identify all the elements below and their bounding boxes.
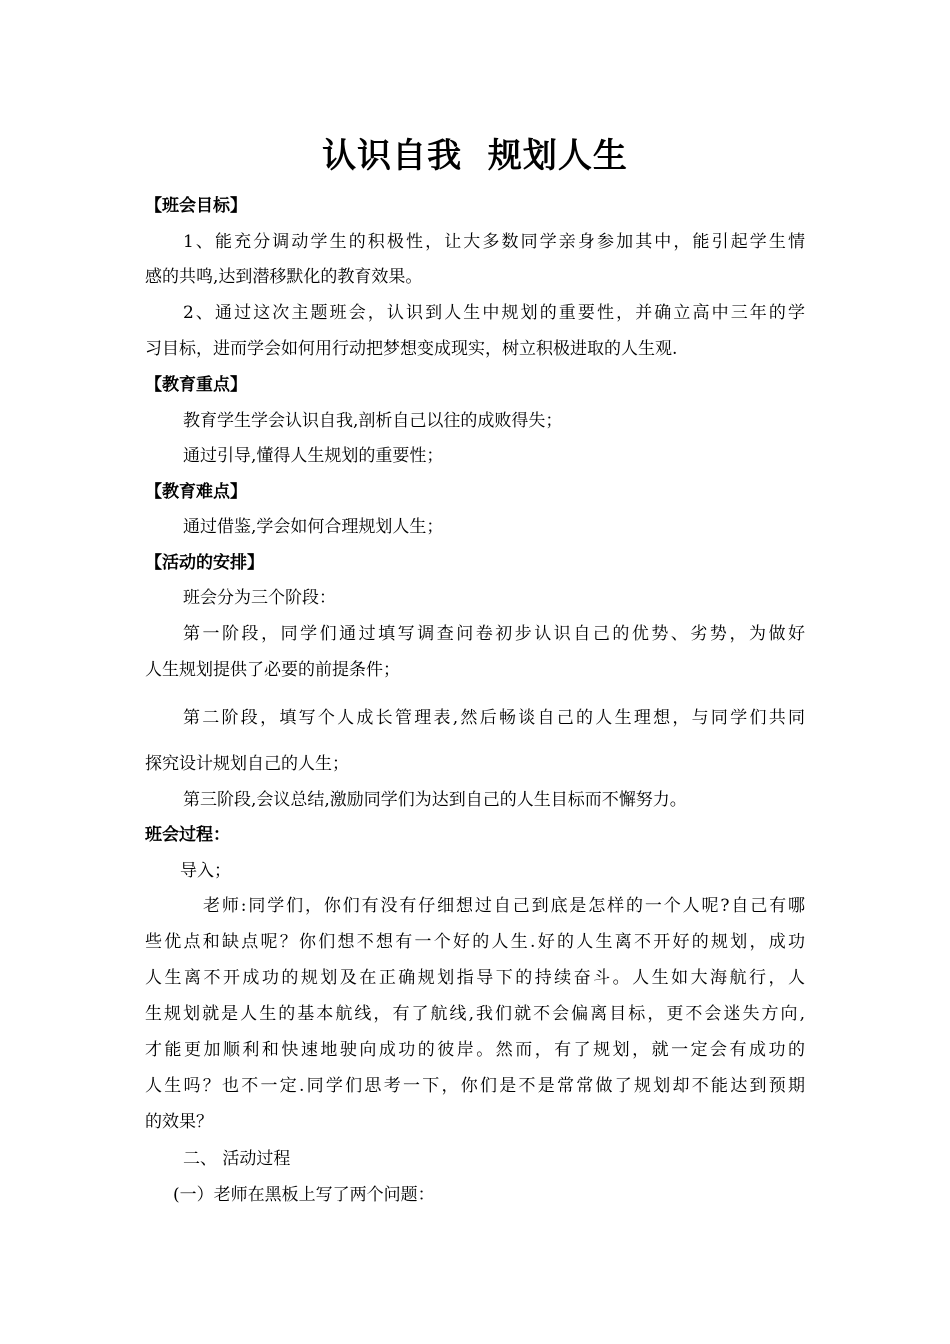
focus-item-2: 通过引导,懂得人生规划的重要性； [183, 446, 444, 466]
focus-heading: 【教育重点】 [145, 375, 247, 395]
page-title: 认识自我 规划人生 [322, 136, 628, 176]
teacher-line-6: 人生吗？也不一定.同学们思考一下，你们是不是常常做了规划却不能达到预期 [145, 1076, 805, 1096]
goal-2-line-2: 习目标，进而学会如何用行动把梦想变成现实，树立积极进取的人生观. [145, 339, 678, 359]
difficulty-heading: 【教育难点】 [145, 482, 247, 502]
teacher-line-7: 的效果？ [145, 1112, 213, 1132]
teacher-line-4: 生规划就是人生的基本航线，有了航线,我们就不会偏离目标，更不会迷失方向, [145, 1004, 805, 1024]
arrangement-stage-2-line-2: 探究设计规划自己的人生； [145, 754, 349, 774]
process-heading: 班会过程： [145, 825, 230, 845]
focus-item-1: 教育学生学会认识自我,剖析自己以往的成败得失； [183, 411, 563, 431]
goal-1-line-2: 感的共鸣,达到潜移默化的教育效果。 [145, 267, 423, 287]
goals-heading: 【班会目标】 [145, 196, 247, 216]
part-two-subheading: (一）老师在黑板上写了两个问题： [173, 1185, 435, 1205]
goal-2-line-1: 2、通过这次主题班会，认识到人生中规划的重要性，并确立高中三年的学 [183, 303, 805, 323]
goal-1-line-1: 1、能充分调动学生的积极性，让大多数同学亲身参加其中，能引起学生情 [183, 232, 805, 252]
intro-label: 导入； [180, 861, 231, 881]
teacher-line-2: 些优点和缺点呢？你们想不想有一个好的人生.好的人生离不开好的规划，成功 [145, 932, 805, 952]
arrangement-stage-2-line-1: 第二阶段，填写个人成长管理表,然后畅谈自己的人生理想，与同学们共同 [183, 708, 805, 728]
arrangement-stage-3: 第三阶段,会议总结,激励同学们为达到自己的人生目标而不懈努力。 [183, 790, 687, 810]
teacher-line-3: 人生离不开成功的规划及在正确规划指导下的持续奋斗。人生如大海航行，人 [145, 968, 805, 988]
difficulty-item-1: 通过借鉴,学会如何合理规划人生； [183, 517, 444, 537]
arrangement-heading: 【活动的安排】 [145, 553, 264, 573]
arrangement-intro: 班会分为三个阶段： [183, 588, 336, 608]
part-two-heading: 二、 活动过程 [183, 1149, 291, 1169]
teacher-line-1: 老师:同学们，你们有没有仔细想过自己到底是怎样的一个人呢?自己有哪 [203, 896, 805, 916]
teacher-line-5: 才能更加顺利和快速地驶向成功的彼岸。然而，有了规划，就一定会有成功的 [145, 1040, 805, 1060]
arrangement-stage-1-line-2: 人生规划提供了必要的前提条件； [145, 660, 400, 680]
arrangement-stage-1-line-1: 第一阶段，同学们通过填写调查问卷初步认识自己的优势、劣势，为做好 [183, 624, 805, 644]
